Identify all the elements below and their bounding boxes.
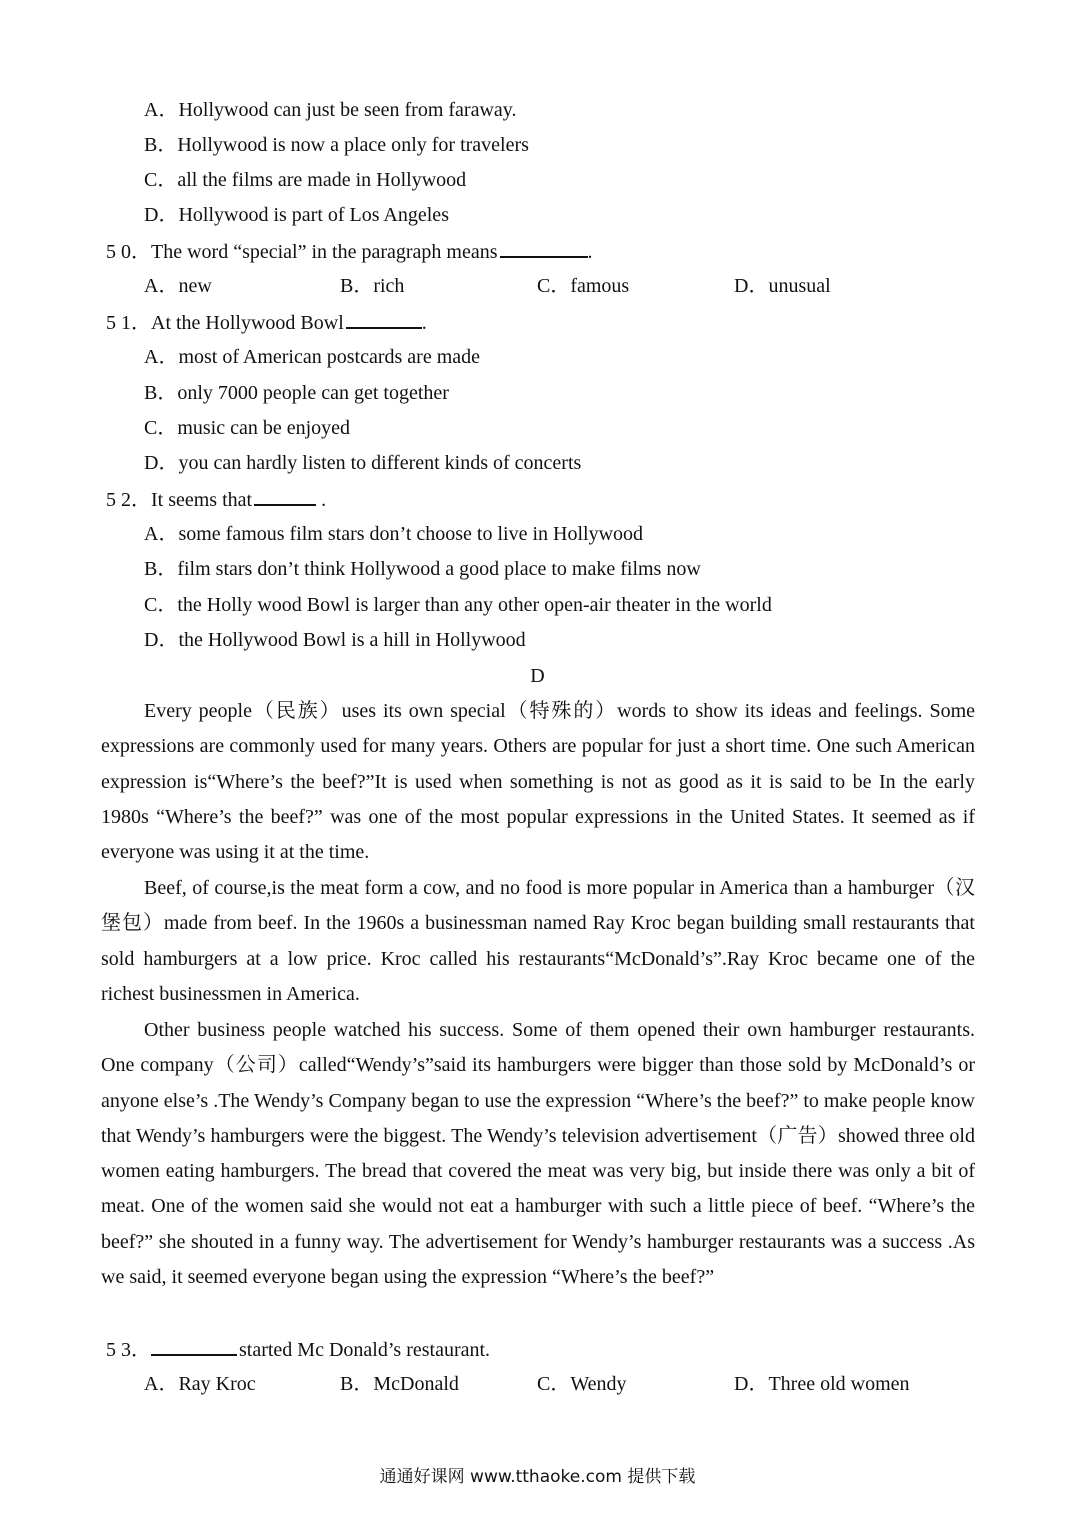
passage-paragraph-3 — [101, 1013, 975, 1295]
q51-option-a: A．most of American postcards are made — [144, 346, 481, 368]
q53-stem — [106, 1336, 490, 1363]
q51-option-b: B．only 7000 people can get together — [144, 382, 449, 404]
q50-option-b: B．rich — [340, 275, 405, 297]
q53-option-d: D．Three old women — [734, 1373, 910, 1395]
q51-blank — [346, 309, 422, 329]
q51-option-c: C．music can be enjoyed — [144, 417, 351, 439]
q52-stem-text: 5 2．It seems that — [106, 489, 253, 511]
q50-stem-tail: . — [587, 241, 593, 263]
passage-paragraph-1-text: Every people（民族）uses its own special（特殊的）words to show its ideas and feelings. Some expressions are commonly used for many years. Others are popular for just a short time. One such American expression is“Where’s the beef?”It is used when something is not as good as it is said to be In the early 1980s “Where’s the beef?” was one of the most popular expressions in the United States. It seemed as if everyone was using it at the time. — [101, 700, 975, 864]
q52-option-d: D．the Hollywood Bowl is a hill in Hollywood — [144, 629, 526, 651]
passage-paragraph-1 — [101, 694, 975, 870]
q52-blank — [254, 486, 316, 506]
q53-stem-prefix: 5 3． — [106, 1339, 151, 1361]
section-d-heading: D — [530, 665, 545, 687]
q51-stem-tail: . — [421, 312, 427, 334]
q49-option-b: B．Hollywood is now a place only for travelers — [144, 134, 529, 156]
q49-option-d: D．Hollywood is part of Los Angeles — [144, 204, 449, 226]
q50-stem-text: 5 0．The word “special” in the paragraph means — [106, 241, 498, 263]
q53-option-a: A．Ray Kroc — [144, 1373, 256, 1395]
q50-blank — [500, 238, 588, 258]
q49-option-a: A．Hollywood can just be seen from faraway. — [144, 99, 517, 121]
page-footer: 通通好课网 www.tthaoke.com 提供下载 — [379, 1467, 696, 1487]
q49-option-c: C．all the films are made in Hollywood — [144, 169, 467, 191]
q50-option-d: D．unusual — [734, 275, 831, 297]
passage-paragraph-2-text: Beef, of course,is the meat form a cow, and no food is more popular in America than a hamburger（汉堡包）made from beef. In the 1960s a businessman named Ray Kroc began building small restaurants that sold hamburgers at a low price. Kroc called his restaurants“McDonald’s”.Ray Kroc became one of the richest businessmen in America. — [101, 877, 975, 1005]
q52-option-b: B．film stars don’t think Hollywood a good place to make films now — [144, 558, 701, 580]
q51-option-d: D．you can hardly listen to different kinds of concerts — [144, 452, 582, 474]
q50-option-c: C．famous — [537, 275, 630, 297]
q50-option-a: A．new — [144, 275, 212, 297]
q53-options — [0, 1371, 1075, 1397]
q51-stem-text: 5 1．At the Hollywood Bowl — [106, 312, 344, 334]
q53-option-c: C．Wendy — [537, 1373, 627, 1395]
passage-paragraph-3-text: Other business people watched his success. Some of them opened their own hamburger restaurants. One company（公司）called“Wendy’s”said its hamburgers were bigger than those sold by McDonald’s or anyone else’s .The Wendy’s Company began to use the expression “Where’s the beef?” to make people know that Wendy’s hamburgers were the biggest. The Wendy’s television advertisement（广告）showed three old women eating hamburgers. The bread that covered the meat was very big, but inside there was only a bit of meat. One of the women said she would not eat a hamburger with such a little piece of beef. “Where’s the beef?” she shouted in a funny way. The advertisement for Wendy’s hamburger restaurants was a success .As we said, it seemed everyone began using the expression “Where’s the beef?” — [101, 1019, 975, 1289]
q51-stem — [106, 309, 427, 336]
q52-option-a: A．some famous film stars don’t choose to live in Hollywood — [144, 523, 644, 545]
passage-paragraph-2 — [101, 871, 975, 1012]
q53-blank — [151, 1336, 237, 1356]
q50-stem — [106, 238, 593, 265]
q52-option-c: C．the Holly wood Bowl is larger than any other open-air theater in the world — [144, 594, 772, 616]
q53-option-b: B．McDonald — [340, 1373, 459, 1395]
q50-options — [0, 273, 1075, 299]
q52-stem — [106, 486, 326, 513]
q53-stem-suffix: started Mc Donald’s restaurant. — [239, 1339, 491, 1361]
q52-stem-tail: . — [316, 489, 327, 511]
